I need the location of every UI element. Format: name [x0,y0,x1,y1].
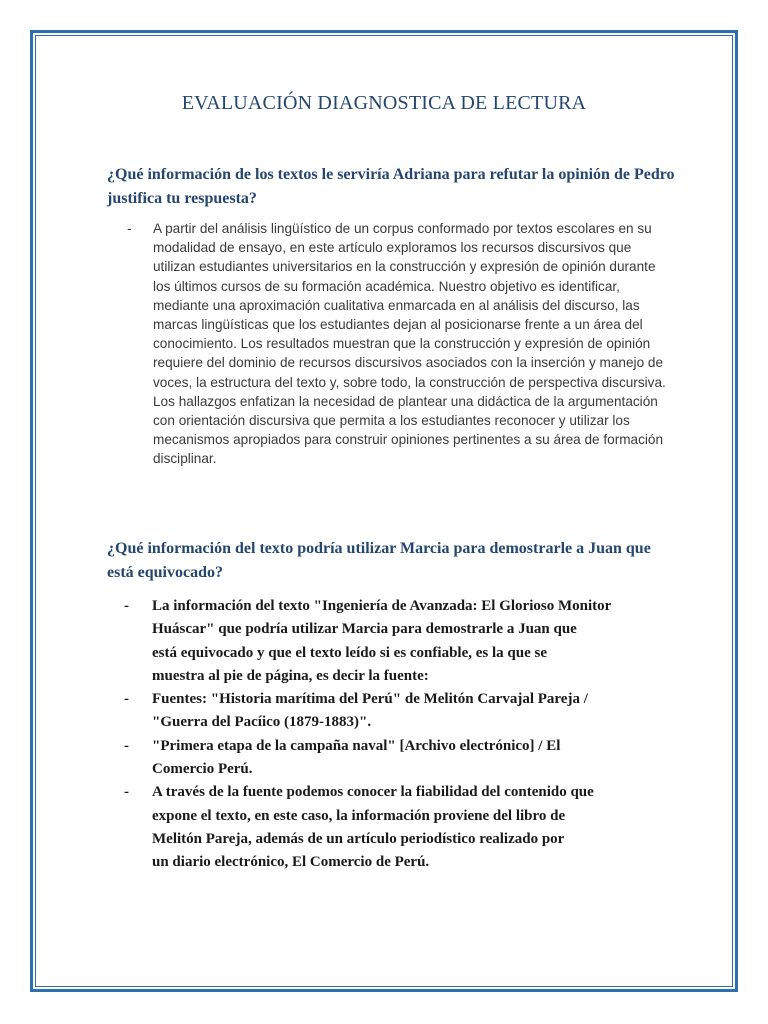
document-title: EVALUACIÓN DIAGNOSTICA DE LECTURA [181,92,587,114]
list-item-bullet: - [124,784,129,801]
list-item-text: La información del texto "Ingeniería de Avanzada: El Glorioso Monitor Huáscar" que podría utilizar Marcia para demostrarle a Juan que está equivocado y que el texto leído si es confiable, es la que se muestra al pie de página, es decir la fuente: [152,598,612,684]
list-item [124,781,664,874]
list-item-text: "Primera etapa de la campaña naval" [Archivo electrónico] / El Comercio Perú. [152,737,561,778]
answer-1 [127,219,667,469]
question-1: ¿Qué información de los textos le serviría Adriana para refutar la opinión de Pedro justifica tu respuesta? [107,166,675,207]
list-item-text: A través de la fuente podemos conocer la fiabilidad del contenido que expone el texto, en este caso, la información proviene del libro de Melitón Pareja, además de un artículo periodístico realizado por un diario electrónico, El Comercio de Perú. [152,784,594,871]
list-item [124,735,664,782]
answer-2-list [124,595,664,875]
answer-1-text: A partir del análisis lingüístico de un corpus conformado por textos escolares en su modalidad de ensayo, en este artículo exploramos los recursos discursivos que utilizan estudiantes universitarios en la construcción y expresión de opinión durante los últimos cursos de su formación académica. Nuestro objetivo es identificar, mediante una aproximación cualitativa enmarcada en al análisis del discurso, las marcas lingüísticas que los estudiantes dejan al posicionarse frente a un área del conocimiento. Los resultados muestran que la construcción y expresión de opinión requiere del dominio de recursos discursivos asociados con la inserción y manejo de voces, la estructura del texto y, sobre todo, la construcción de perspectiva discursiva. Los hallazgos enfatizan la necesidad de plantear una didáctica de la argumentación con orientación discursiva que permita a los estudiantes reconocer y utilizar los mecanismos apropiados para construir opiniones pertinentes a su área de formación disciplinar. [153,221,666,467]
list-item [124,595,664,688]
list-item-bullet: - [124,598,129,614]
question-2: ¿Qué información del texto podría utilizar Marcia para demostrarle a Juan que está equivocado? [107,540,651,581]
list-item-bullet: - [124,737,129,754]
list-item-bullet: - [124,691,129,708]
answer-1-bullet: - [127,220,132,236]
list-item [124,688,664,735]
list-item-text: Fuentes: "Historia marítima del Perú" de Melitón Carvajal Pareja / "Guerra del Pacíico (1879-1883)". [152,691,588,731]
